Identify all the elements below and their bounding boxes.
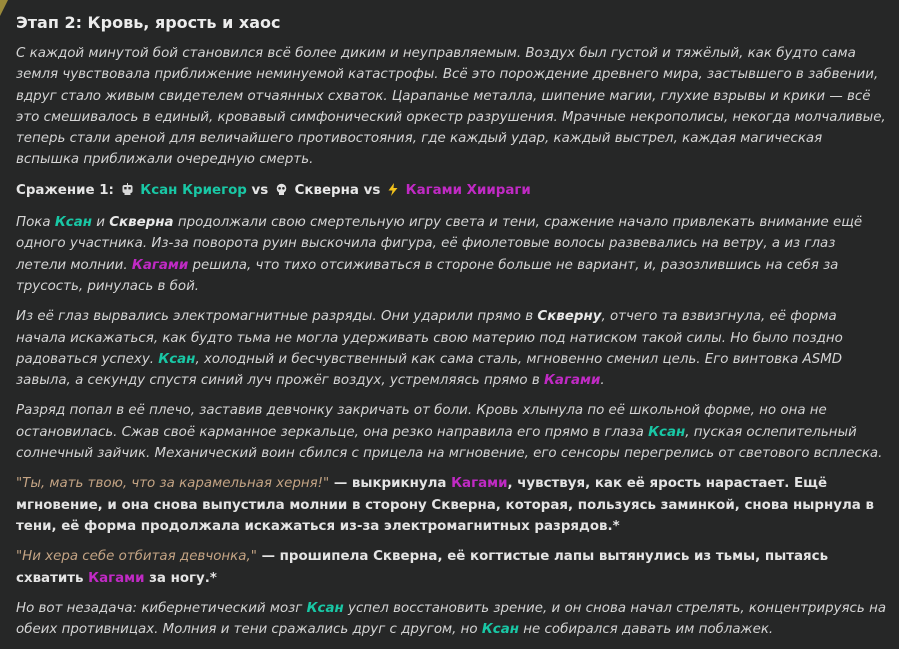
text-segment: и bbox=[91, 215, 110, 231]
text-segment: , пуская ослепительный солнечный зайчик. Механический воин сбился с прицела на мгновение, его сенсоры перегрелись от светового всплеска. bbox=[16, 424, 883, 462]
vs-label: vs bbox=[251, 182, 269, 198]
text-segment: не собирался давать им поблажек. bbox=[519, 622, 774, 638]
battle-header bbox=[16, 180, 888, 203]
name-kagami: Кагами bbox=[131, 257, 189, 273]
text-segment: продолжали свою смертельную игру света и тени, сражение начало привлекать внимание ещё одного участника. Из-за поворота руин выскочила фигура, её фиолетовые волосы развевались на ветру, а из глаз летели молнии. bbox=[16, 215, 863, 273]
text-segment: Разряд попал в её плечо, заставив девчонку закричать от боли. Кровь хлынула по её школьной форме, но она не остановилась. Сжав своё карманное зеркальце, она резко направила его прямо в глаза bbox=[16, 403, 827, 440]
fighter-kagami: Кагами Хиираги bbox=[405, 182, 531, 198]
text-segment: , которая, пользуясь заминкой, снова нырнула в тени, её форма продолжала искажаться из-за электромагнитных разрядов.* bbox=[16, 497, 874, 534]
text-segment: . bbox=[600, 373, 605, 389]
message-content bbox=[16, 12, 888, 649]
quote-kagami: "Ты, мать твою, что за карамельная херня!" bbox=[16, 476, 330, 492]
robot-skull-icon bbox=[121, 182, 134, 203]
vs-label: vs bbox=[363, 182, 381, 198]
fighter-ksan: Ксан Криегор bbox=[140, 182, 247, 198]
paragraph-5 bbox=[16, 546, 888, 589]
fighter-skverna: Скверна bbox=[294, 182, 359, 198]
name-ksan: Ксан bbox=[648, 424, 686, 440]
battle-label: Сражение 1: bbox=[16, 182, 114, 198]
stage-title: Этап 2: Кровь, ярость и хаос bbox=[16, 13, 281, 32]
paragraph-2 bbox=[16, 306, 888, 391]
text-segment: за ногу.* bbox=[144, 570, 217, 586]
intro-paragraph: С каждой минутой бой становился всё более диким и неуправляемым. Воздух был густой и тяжёлый, как будто сама земля чувствовала приближение неминуемой катастрофы. Всё это порождение древнего мира, застывшего в забвении, вдруг стало живым свидетелем отчаянных схваток. Царапанье металла, шипение магии, глухие взрывы и крики — всё это смешивалось в единый, кровавый симфонический оркестр разрушения. Мрачные некрополисы, некогда молчаливые, теперь стали ареной для величайшего противостояния, где каждый удар, каждый выстрел, каждая магическая вспышка приближали очередную смерть. bbox=[16, 46, 886, 168]
name-kagami: Кагами bbox=[543, 373, 601, 389]
text-segment: Пока bbox=[16, 215, 55, 231]
name-ksan: Ксан bbox=[306, 600, 344, 616]
text-segment: Но вот незадача: кибернетический мозг bbox=[16, 600, 307, 616]
text-segment: решила, что тихо отсиживаться в стороне больше не вариант, и, разозлившись на себя за трусость, ринулась в бой. bbox=[16, 257, 839, 294]
text-segment: , холодный и бесчувственный как сама сталь, мгновенно сменил цель. Его винтовка ASMD завыла, а секунду спустя синий луч прожёг воздух, устремляясь прямо в bbox=[16, 351, 843, 389]
name-kagami: Кагами bbox=[88, 570, 145, 586]
name-skverna: Скверна bbox=[431, 497, 496, 513]
name-kagami: Кагами bbox=[451, 476, 508, 492]
paragraph-4 bbox=[16, 473, 888, 537]
lightning-icon bbox=[387, 182, 399, 203]
paragraph-6 bbox=[16, 598, 888, 641]
quote-skverna: "Ни хера себе отбитая девчонка," bbox=[16, 549, 257, 565]
text-segment: успел восстановить зрение, и он снова начал стрелять, концентрируясь на обеих противницах. Молния и тени сражались друг с другом, но bbox=[16, 600, 887, 638]
paragraph-1 bbox=[16, 212, 888, 297]
text-segment: Из её глаз вырвались электромагнитные разряды. Они ударили прямо в bbox=[16, 309, 538, 325]
text-segment: , чувствуя, как её ярость нарастает. Ещё мгновение, и она снова выпустила молнии в сторону bbox=[16, 476, 828, 513]
text-segment: , отчего та взвизгнула, её форма начала искажаться, как будто тьма не могла удерживать свою материю под натиском такой силы. Но было поздно радоваться успеху. bbox=[16, 309, 843, 367]
corner-accent-icon bbox=[0, 0, 8, 16]
text-segment: — прошипела Скверна, её когтистые лапы вытянулись из тьмы, пытаясь схватить bbox=[16, 549, 829, 586]
name-skverna: Скверну bbox=[537, 309, 602, 325]
name-ksan: Ксан bbox=[481, 622, 520, 638]
name-ksan: Ксан bbox=[158, 351, 196, 367]
name-skverna: Скверна bbox=[109, 215, 174, 231]
skull-icon bbox=[275, 182, 288, 203]
text-segment: — выкрикнула bbox=[329, 476, 452, 492]
paragraph-3 bbox=[16, 400, 888, 464]
name-ksan: Ксан bbox=[54, 215, 92, 231]
